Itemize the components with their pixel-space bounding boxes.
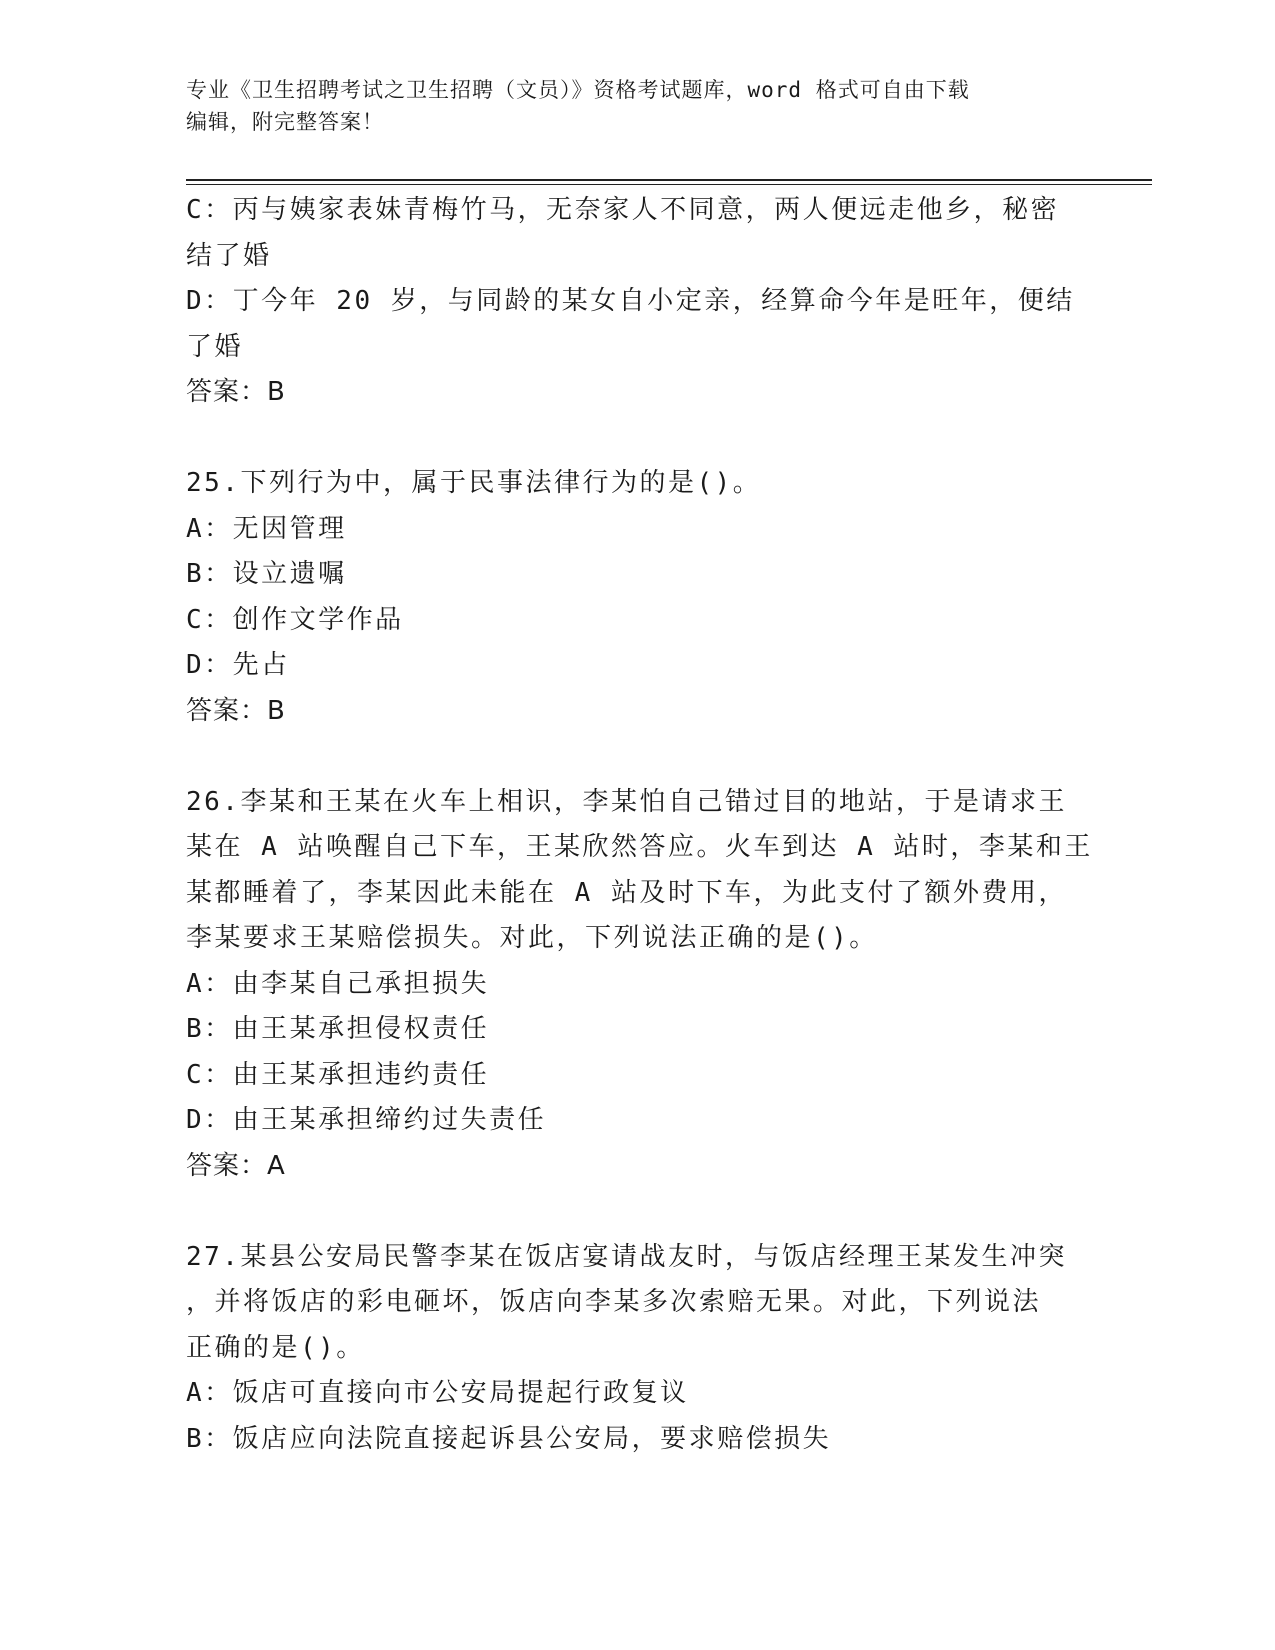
question-26 <box>186 780 1093 1190</box>
header-divider-thin <box>186 184 1152 185</box>
question-stem-line: 某都睡着了，李某因此未能在 A 站及时下车，为此支付了额外费用， <box>186 877 1067 908</box>
answer: 答案：A <box>186 1150 286 1181</box>
option-b: B：由王某承担侵权责任 <box>186 1014 490 1044</box>
question-stem-line: 正确的是()。 <box>186 1332 365 1363</box>
question-25 <box>186 461 1086 734</box>
header-line-2: 编辑，附完整答案！ <box>186 110 384 134</box>
answer: 答案：B <box>186 377 286 407</box>
option-c: C：创作文学作品 <box>186 604 404 635</box>
document-header <box>186 74 1086 138</box>
option-b: B：设立遗嘱 <box>186 559 347 589</box>
question-27 <box>186 1235 1086 1463</box>
option-a: A：由李某自己承担损失 <box>186 968 490 999</box>
spacer <box>186 1189 1086 1235</box>
spacer <box>186 734 1086 780</box>
question-stem-line: 某在 A 站唤醒自己下车，王某欣然答应。火车到达 A 站时，李某和王 <box>186 832 1093 862</box>
option-b: B：饭店应向法院直接起诉县公安局，要求赔偿损失 <box>186 1423 832 1454</box>
question-content <box>186 188 1093 1462</box>
question-stem-line: ，并将饭店的彩电砸坏，饭店向李某多次索赔无果。对此，下列说法 <box>186 1287 1042 1317</box>
option-c-continued: 结了婚 <box>186 240 272 271</box>
header-line-1: 专业《卫生招聘考试之卫生招聘（文员）》资格考试题库，word 格式可自由下载 <box>186 78 970 102</box>
spacer <box>186 416 1086 462</box>
question-stem-line: 李某要求王某赔偿损失。对此，下列说法正确的是()。 <box>186 923 878 953</box>
option-a: A：无因管理 <box>186 513 347 544</box>
option-a: A：饭店可直接向市公安局提起行政复议 <box>186 1378 689 1408</box>
option-d: D：先占 <box>186 650 290 680</box>
question-stem-line: 27.某县公安局民警李某在饭店宴请战友时，与饭店经理王某发生冲突 <box>186 1241 1067 1272</box>
question-stem: 25.下列行为中，属于民事法律行为的是()。 <box>186 468 762 498</box>
option-d: D：由王某承担缔约过失责任 <box>186 1105 547 1135</box>
answer: 答案：B <box>186 695 286 726</box>
option-d-continued: 了婚 <box>186 331 244 362</box>
option-c: C：丙与姨家表妹青梅竹马，无奈家人不同意，两人便远走他乡，秘密 <box>186 195 1060 225</box>
option-d: D：丁今年 20 岁，与同龄的某女自小定亲，经算命今年是旺年，便结 <box>186 286 1075 316</box>
header-divider-thick <box>186 179 1152 181</box>
prev-question <box>186 188 1086 416</box>
question-stem-line: 26.李某和王某在火车上相识，李某怕自己错过目的地站，于是请求王 <box>186 786 1067 817</box>
option-c: C：由王某承担违约责任 <box>186 1059 490 1090</box>
